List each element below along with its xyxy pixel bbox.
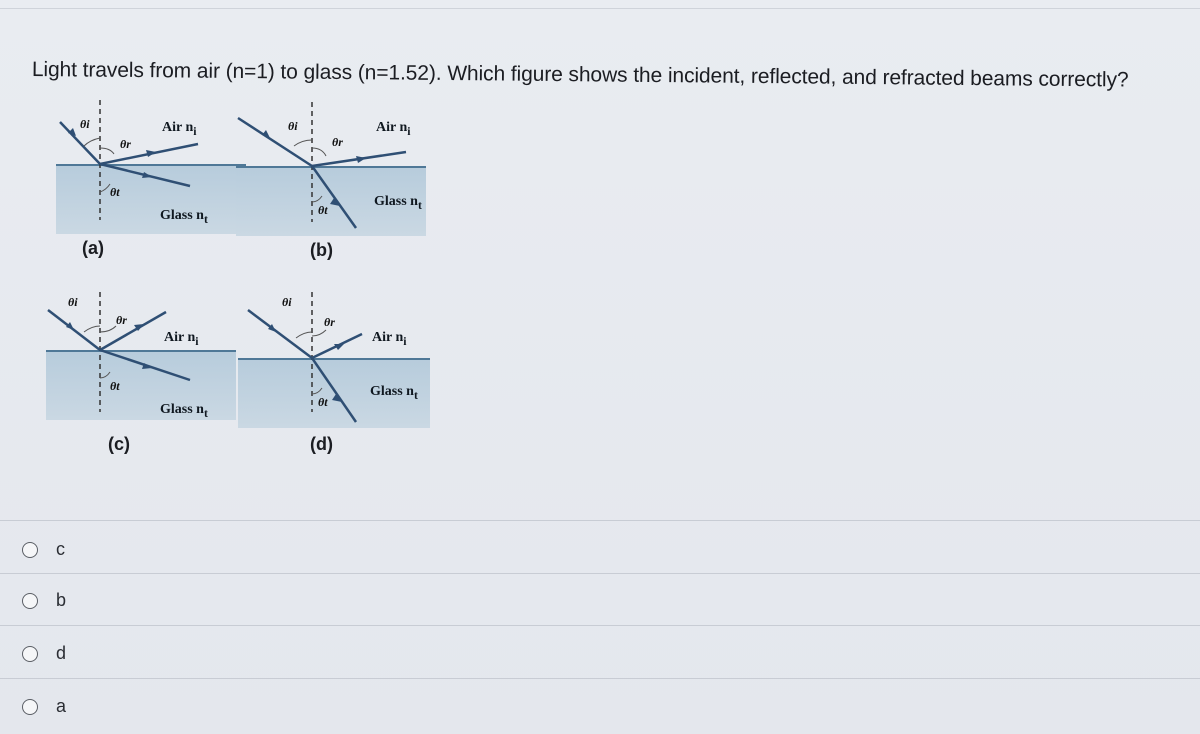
theta-r-symbol: θr [116, 313, 127, 327]
theta-i-symbol: θi [68, 295, 78, 309]
option-label: b [56, 590, 67, 610]
theta-i-symbol: θi [288, 119, 298, 133]
radio-button[interactable] [22, 699, 38, 715]
option-divider [0, 678, 1200, 679]
radio-button[interactable] [22, 646, 38, 662]
theta-r-symbol: θr [120, 137, 131, 151]
air-label: Air $n_i$ [164, 330, 199, 348]
glass-label: Glass $n_t$ [160, 208, 208, 226]
option-c[interactable] [22, 539, 65, 560]
radio-button[interactable] [22, 542, 38, 558]
ray-diagram [40, 100, 250, 240]
options-divider [0, 520, 1200, 521]
ray-diagram [230, 292, 440, 432]
option-label: c [56, 539, 65, 559]
glass-label: Glass $n_t$ [374, 194, 422, 212]
figure-label: (c) [108, 434, 130, 454]
option-divider [0, 625, 1200, 626]
air-label: Air $n_i$ [162, 120, 197, 138]
theta-t-symbol: θt [110, 379, 120, 393]
glass-label: Glass $n_t$ [160, 402, 208, 420]
radio-button[interactable] [22, 593, 38, 609]
theta-t-symbol: θt [318, 395, 328, 409]
figure-a [40, 100, 240, 260]
option-label: d [56, 643, 67, 663]
question-text: Light travels from air (n=1) to glass (n=1.52). Which figure shows the incident, reflected, and refracted beams correctly? [31, 58, 1129, 92]
theta-i-symbol: θi [282, 295, 292, 309]
figure-label: (d) [310, 434, 333, 454]
air-label: Air $n_i$ [376, 120, 411, 138]
glass-label: Glass $n_t$ [370, 384, 418, 402]
option-label: a [56, 696, 67, 716]
theta-r-symbol: θr [332, 135, 343, 149]
theta-r-symbol: θr [324, 315, 335, 329]
air-label: Air $n_i$ [372, 330, 407, 348]
ray-diagram [40, 292, 250, 432]
figure-label: (a) [82, 238, 104, 258]
option-divider [0, 573, 1200, 574]
option-b[interactable] [22, 590, 66, 611]
figure-c [40, 292, 240, 452]
option-a[interactable] [22, 696, 66, 717]
figure-label: (b) [310, 240, 333, 260]
top-divider [0, 8, 1200, 9]
option-d[interactable] [22, 643, 66, 664]
theta-t-symbol: θt [318, 203, 328, 217]
figure-d [230, 292, 430, 452]
theta-i-symbol: θi [80, 117, 90, 131]
figure-b [230, 102, 430, 262]
theta-t-symbol: θt [110, 185, 120, 199]
